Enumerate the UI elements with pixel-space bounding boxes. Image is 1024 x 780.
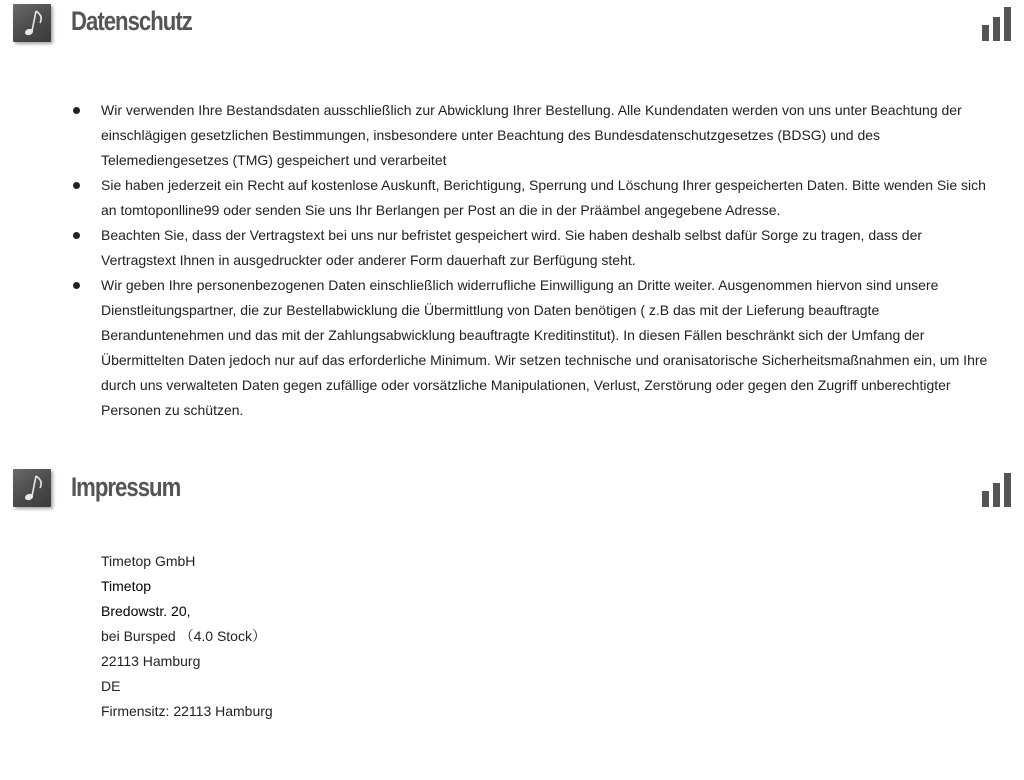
datenschutz-header	[0, 0, 1024, 48]
brand-name: Timetop	[101, 578, 152, 594]
country: DE	[101, 678, 121, 694]
address-extra: bei Bursped （4.0 Stock）	[101, 628, 266, 644]
bullet-icon	[73, 232, 80, 239]
privacy-list	[0, 98, 1024, 423]
list-item	[0, 273, 1024, 423]
impressum-header	[0, 466, 1024, 514]
section-title-impressum: Impressum	[71, 472, 181, 502]
bar-chart-icon	[982, 473, 1012, 507]
list-item-text: Wir geben Ihre personenbezogenen Daten einschließlich widerrufliche Einwilligung an Dritte weiter. Ausgenommen hiervon sind unsere Dienstleitungspartner, die zur Bestellabwicklung die Übermittlung von Daten benötigen ( z.B das mit der Lieferung beauftragte Beranduntenehmen und das mit der Zahlungsabwicklung beauftragte Kreditinstitut). In diesen Fällen beschränkt sich der Umfang der Übermittelten Daten jedoch nur auf das erforderliche Minimum. Wir setzen technische und oranisatorische Sicherheitsmaßnahmen ein, um Ihre durch uns verwalteten Daten gegen zufällige oder vorsätzliche Manipulationen, Verlust, Zerstörung oder gegen den Zugriff unberechtigter Personen zu schützen.	[101, 277, 988, 418]
music-note-icon	[13, 469, 51, 507]
registered-office: Firmensitz: 22113 Hamburg	[101, 703, 273, 719]
list-item	[0, 173, 1024, 223]
list-item-text: Sie haben jederzeit ein Recht auf kostenlose Auskunft, Berichtigung, Sperrung und Löschung Ihrer gespeicherten Daten. Bitte wenden Sie sich an tomtoponlline99 oder senden Sie uns Ihr Berlangen per Post an die in der Präämbel angegebene Adresse.	[101, 177, 986, 218]
bullet-icon	[73, 282, 80, 289]
bullet-icon	[73, 182, 80, 189]
list-item-text: Wir verwenden Ihre Bestandsdaten ausschließlich zur Abwicklung Ihrer Bestellung. Alle Kundendaten werden von uns unter Beachtung der einschlägigen gesetzlichen Bestimmungen, insbesondere unter Beachtung des Bundesdatenschutzgesetzes (BDSG) und des Telemediengesetzes (TMG) gespeichert und verarbeitet	[101, 102, 962, 168]
list-item-text: Beachten Sie, dass der Vertragstext bei uns nur befristet gespeichert wird. Sie haben deshalb selbst dafür Sorge zu tragen, dass der Vertragstext Ihnen in ausgedruckter oder anderer Form dauerhaft zur Berfügung steht.	[101, 227, 923, 268]
list-item	[0, 223, 1024, 273]
music-note-icon	[13, 4, 51, 42]
bullet-icon	[73, 107, 80, 114]
postal-city: 22113 Hamburg	[101, 653, 201, 669]
section-title-datenschutz: Datenschutz	[71, 6, 192, 36]
list-item	[0, 98, 1024, 173]
company-name: Timetop GmbH	[101, 553, 196, 569]
imprint-address	[101, 549, 273, 724]
bar-chart-icon	[982, 7, 1012, 41]
street-address: Bredowstr. 20,	[101, 603, 191, 619]
